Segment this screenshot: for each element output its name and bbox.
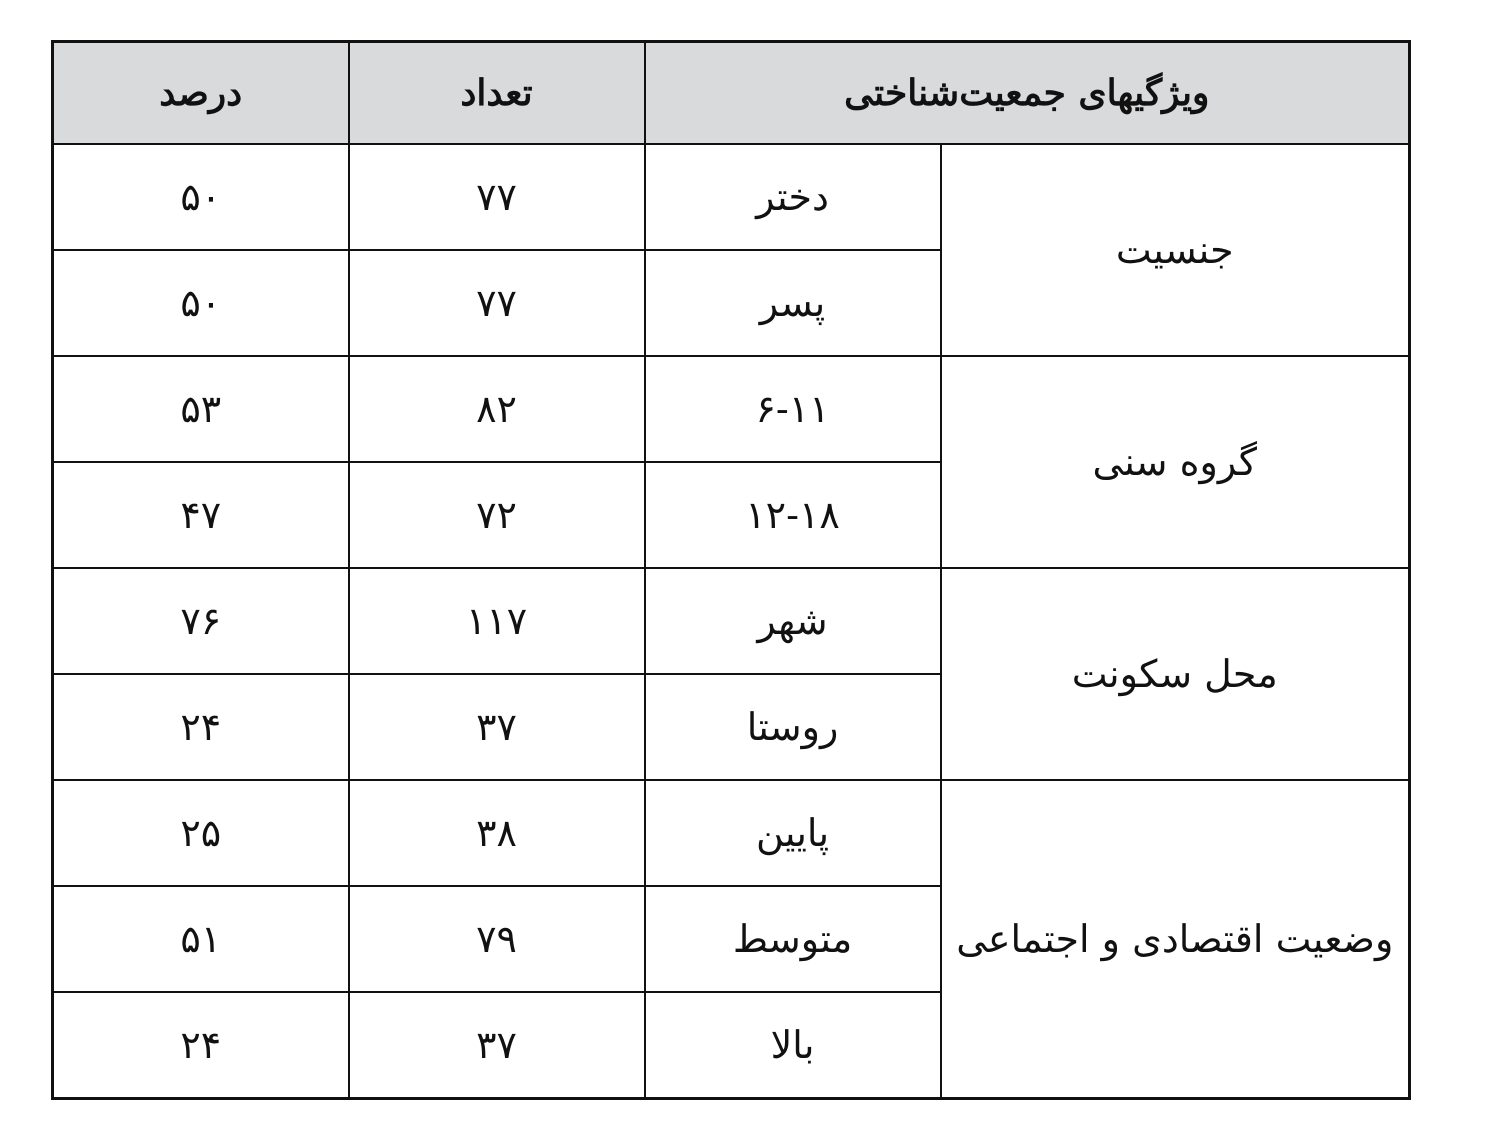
subcategory-cell: ۱۲-۱۸ bbox=[645, 462, 941, 568]
count-cell: ۷۹ bbox=[349, 886, 645, 992]
subcategory-cell: شهر bbox=[645, 568, 941, 674]
header-characteristics: ویژگیهای جمعیت‌شناختی bbox=[645, 42, 1410, 145]
count-cell: ۳۸ bbox=[349, 780, 645, 886]
percent-cell: ۵۰ bbox=[53, 144, 349, 250]
count-cell: ۷۷ bbox=[349, 144, 645, 250]
percent-cell: ۲۵ bbox=[53, 780, 349, 886]
percent-cell: ۴۷ bbox=[53, 462, 349, 568]
percent-cell: ۵۰ bbox=[53, 250, 349, 356]
count-cell: ۳۷ bbox=[349, 992, 645, 1099]
group-label-socioeconomic: وضعیت اقتصادی و اجتماعی bbox=[941, 780, 1410, 1099]
percent-cell: ۵۳ bbox=[53, 356, 349, 462]
count-cell: ۱۱۷ bbox=[349, 568, 645, 674]
subcategory-cell: پایین bbox=[645, 780, 941, 886]
percent-cell: ۲۴ bbox=[53, 992, 349, 1099]
subcategory-cell: بالا bbox=[645, 992, 941, 1099]
header-percent: درصد bbox=[53, 42, 349, 145]
percent-cell: ۵۱ bbox=[53, 886, 349, 992]
table-row bbox=[53, 780, 1410, 886]
subcategory-cell: پسر bbox=[645, 250, 941, 356]
count-cell: ۷۷ bbox=[349, 250, 645, 356]
header-count: تعداد bbox=[349, 42, 645, 145]
subcategory-cell: روستا bbox=[645, 674, 941, 780]
table-row bbox=[53, 144, 1410, 250]
percent-cell: ۲۴ bbox=[53, 674, 349, 780]
demographics-table bbox=[51, 40, 1411, 1100]
count-cell: ۸۲ bbox=[349, 356, 645, 462]
group-label-residence: محل سکونت bbox=[941, 568, 1410, 780]
table-row bbox=[53, 356, 1410, 462]
subcategory-cell: ۶-۱۱ bbox=[645, 356, 941, 462]
group-label-age: گروه سنی bbox=[941, 356, 1410, 568]
percent-cell: ۷۶ bbox=[53, 568, 349, 674]
header-row bbox=[53, 42, 1410, 145]
subcategory-cell: دختر bbox=[645, 144, 941, 250]
table-row bbox=[53, 568, 1410, 674]
count-cell: ۳۷ bbox=[349, 674, 645, 780]
subcategory-cell: متوسط bbox=[645, 886, 941, 992]
group-label-gender: جنسیت bbox=[941, 144, 1410, 356]
count-cell: ۷۲ bbox=[349, 462, 645, 568]
